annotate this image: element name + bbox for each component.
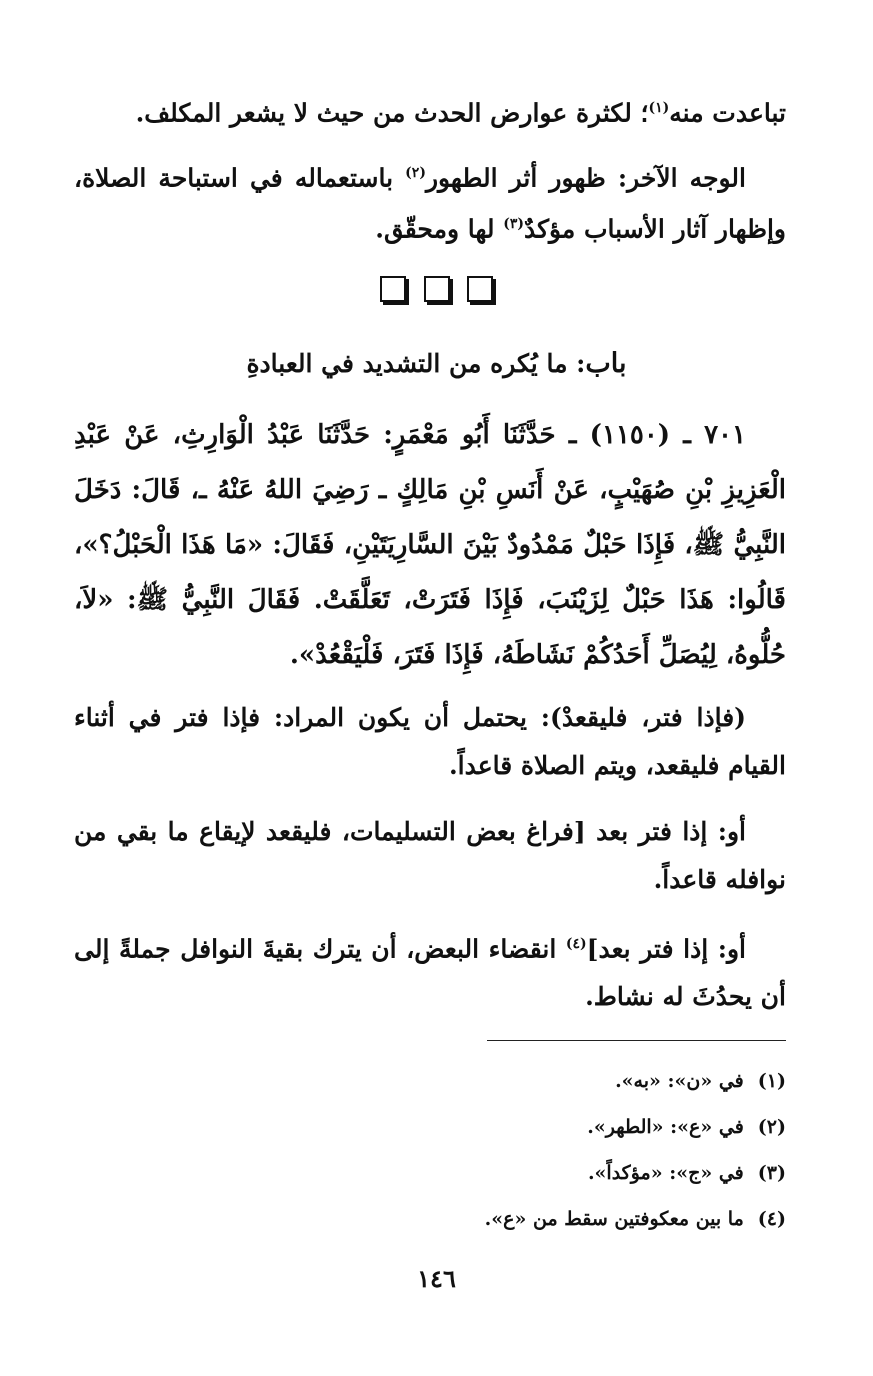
footnote-text: في «ن»: «به». [615,1070,744,1092]
intro-paragraph-2 [74,150,786,253]
footnote-number: (٣) [757,1162,786,1184]
footnote-ref-3: (٣) [503,216,524,233]
commentary-paragraph-1: (فإذا فتر، فليقعدْ): يحتمل أن يكون المراد: فإذا فتر في أثناء القيام فليقعد، ويتم الصلاة قاعداً. [74,703,786,780]
square-ornament-icon [467,276,493,302]
commentary-paragraph-2: أو: إذا فتر بعد [فراغ بعض التسليمات، فليقعد لإيقاع ما بقي من نوافله قاعداً. [74,817,786,894]
square-ornament-icon [424,276,450,302]
commentary-p3-a: أو: إذا فتر بعد] [586,934,746,964]
intro-para2-a: الوجه الآخر: ظهور أثر الطهور [425,163,746,193]
footnote-divider [487,1040,786,1041]
intro-para2-b: باستعماله في استباحة الصلاة، وإظهار آثار الأسباب مؤكدٌ [74,163,786,244]
footnote-ref-1: (١) [648,100,670,116]
intro-line1-rest: ؛ لكثرة عوارض الحدث من حيث لا يشعر المكلف. [135,98,649,128]
section-separator [0,276,873,310]
footnote-number: (٤) [757,1208,786,1230]
commentary-p3-b: انقضاء البعض، أن يترك بقيةَ النوافل جملةً إلى أن يحدُثَ له نشاط. [74,934,786,1012]
footnote-ref-4: (٤) [565,936,587,952]
commentary-paragraph-3 [74,920,786,1021]
chapter-title-text: : ما يُكره من التشديد في العبادةِ [246,349,586,378]
footnotes-list [74,1058,786,1242]
footnote-text: في «ج»: «مؤكداً». [587,1162,744,1184]
intro-line1-text: تباعدت منه [669,98,786,128]
footnote-item [74,1058,786,1104]
chapter-keyword: باب [585,348,627,379]
footnote-ref-2: (٢) [405,165,426,181]
hadith-text: ٧٠١ ـ (١١٥٠) ـ حَدَّثَنَا أَبُو مَعْمَرٍ: حَدَّثَنَا عَبْدُ الْوَارِثِ، عَنْ عَبْدِ الْعَزِيزِ بْنِ صُهَيْبٍ، عَنْ أَنَسِ بْنِ مَالِكٍ ـ رَضِيَ اللهُ عَنْهُ ـ، قَالَ: دَخَلَ النَّبِيُّ ﷺ، فَإِذَا حَبْلٌ مَمْدُودٌ بَيْنَ السَّارِيَتَيْنِ، فَقَالَ: «مَا هَذَا الْحَبْلُ؟»، قَالُوا: هَذَا حَبْلٌ لِزَيْنَبَ، فَإِذَا فَتَرَتْ، تَعَلَّقَتْ. فَقَالَ النَّبِيُّ ﷺ: «لاَ، حُلُّوهُ، لِيُصَلِّ أَحَدُكُمْ نَشَاطَهُ، فَإِذَا فَتَرَ، فَلْيَقْعُدْ». [74,420,786,670]
chapter-heading [0,344,873,384]
intro-para2-c: لها ومحقّق. [375,214,504,244]
footnote-text: في «ع»: «الطهر». [587,1116,744,1138]
footnote-number: (٢) [757,1116,786,1138]
footnote-item [74,1196,786,1242]
page-number: ١٤٦ [417,1264,456,1293]
footnote-number: (١) [757,1070,786,1092]
square-ornament-icon [380,276,406,302]
footnote-item [74,1104,786,1150]
footnote-item [74,1150,786,1196]
intro-paragraph-1 [74,88,786,133]
footnote-text: ما بين معكوفتين سقط من «ع». [484,1208,744,1230]
